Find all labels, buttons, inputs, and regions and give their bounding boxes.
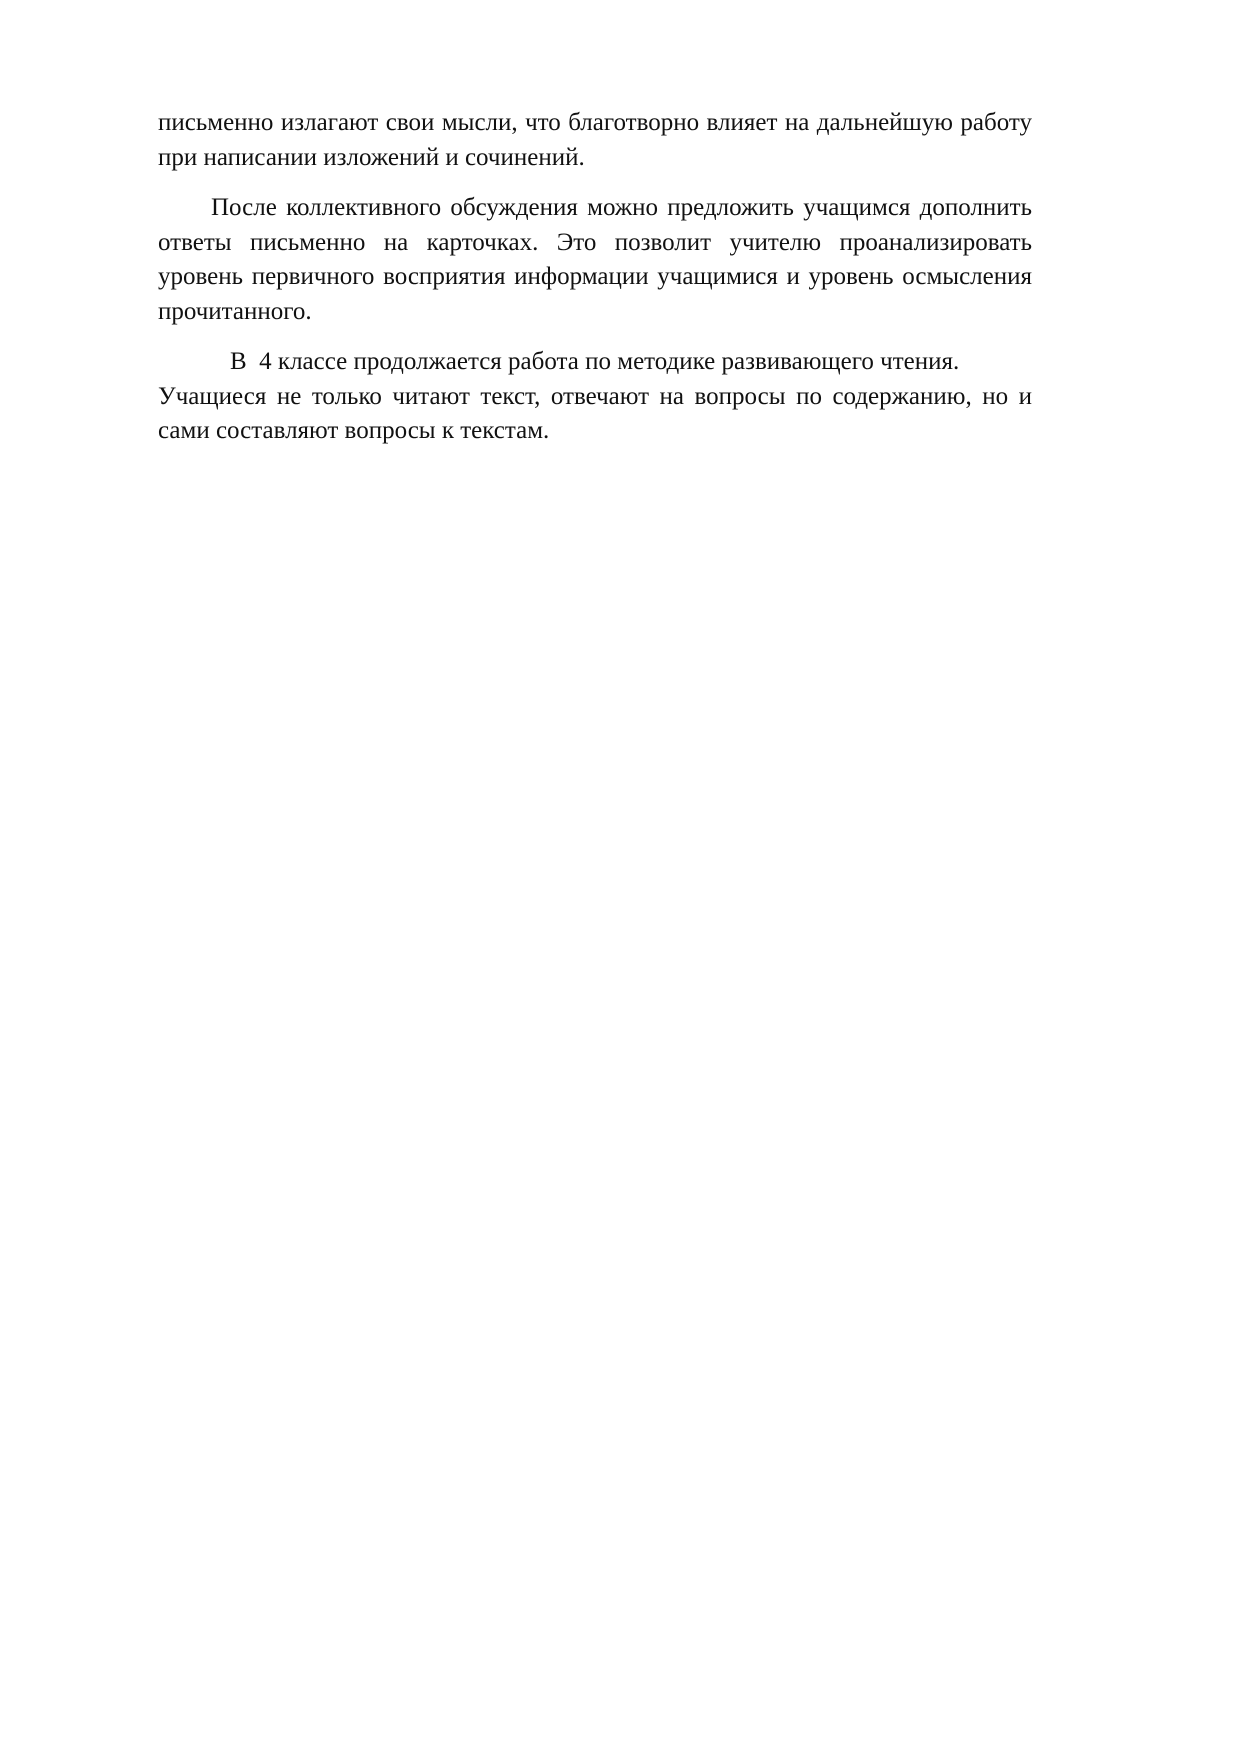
paragraph-grade-4-rest: Учащиеся не только читают текст, отвечают на вопросы по содержанию, но и сами составляют вопросы к текстам.	[158, 382, 1032, 444]
document-page	[158, 106, 1032, 449]
paragraph-grade-4	[158, 345, 1032, 449]
paragraph-grade-4-first-line: В 4 классе продолжается работа по методике развивающего чтения.	[230, 348, 960, 375]
paragraph-collective-discussion: После коллективного обсуждения можно предложить учащимся дополнить ответы письменно на карточках. Это позволит учителю проанализировать уровень первичного восприятия информации учащимися и уровень осмысления прочитанного.	[158, 194, 1032, 325]
paragraph-continuation: письменно излагают свои мысли, что благотворно влияет на дальнейшую работу при написании изложений и сочинений.	[158, 109, 1032, 171]
